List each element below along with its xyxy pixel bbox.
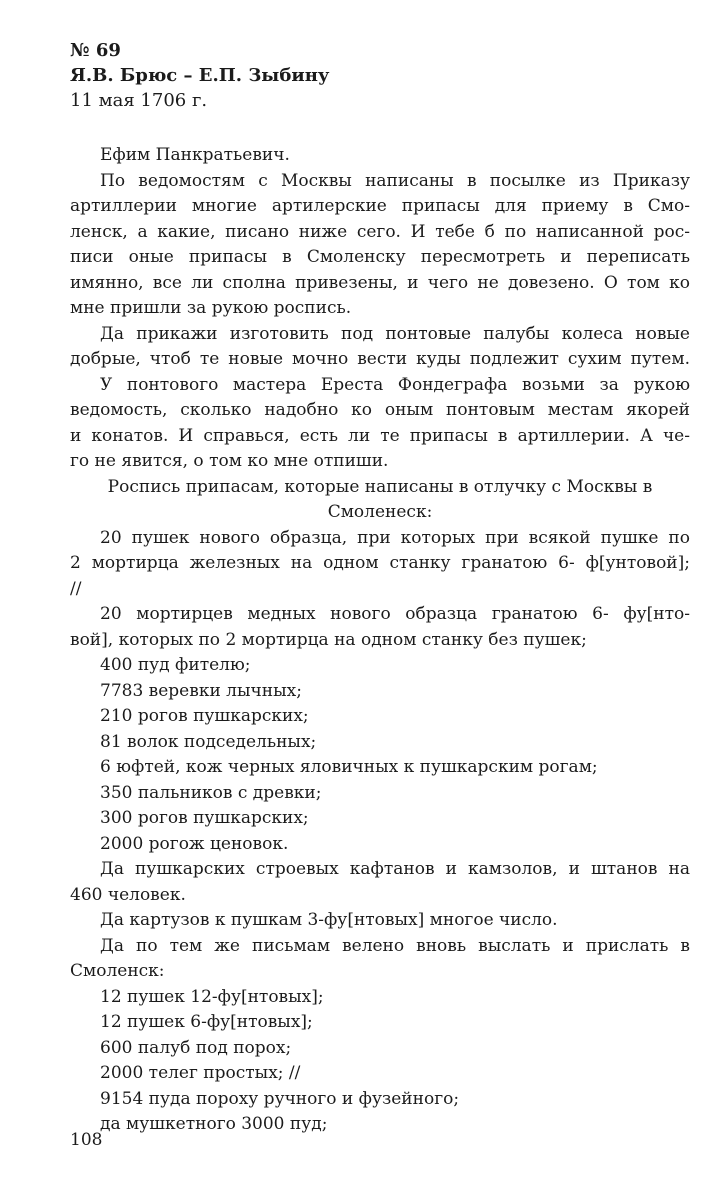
list-item: 6 юфтей, кож черных яловичных к пушкарским рогам; (100, 757, 598, 777)
page-number: 108 (70, 1130, 103, 1150)
list-item: 600 палуб под порох; (100, 1037, 292, 1058)
text-line: По ведомостям с Москвы написаны в посылке из Приказу (100, 170, 690, 191)
text-line: артиллерии многие артилерские припасы для приему в Смо- (70, 196, 690, 216)
document-body (70, 143, 690, 1138)
text-line: го не явится, о том ко мне отпиши. (70, 451, 389, 471)
text-line: 20 пушек нового образца, при которых при всякой пушке по (100, 527, 690, 548)
list-item: да мушкетного 3000 пуд; (100, 1114, 328, 1134)
text-line: и конатов. И справься, есть ли те припасы в артиллерии. А че- (70, 425, 690, 446)
text-line: ведомость, сколько надобно ко оным понтовым местам якорей (70, 400, 690, 420)
text-line: Смоленск: (70, 961, 165, 981)
list-item: 350 пальников с древки; (100, 782, 322, 803)
list-item: 81 волок подседельных; (100, 731, 317, 752)
list-heading: Смоленеск: (327, 502, 433, 522)
text-line: мне пришли за рукою роспись. (70, 298, 352, 318)
document-date: 11 мая 1706 г. (70, 90, 208, 111)
text-line: 460 человек. (70, 884, 186, 905)
document-number: № 69 (70, 40, 121, 61)
list-item: 2000 телег простых; // (100, 1063, 301, 1083)
text-line: Да по тем же письмам велено вновь выслать и прислать в (100, 935, 690, 956)
text-line: Да картузов к пушкам 3-фу[нтовых] многое число. (100, 910, 558, 930)
list-item: 12 пушек 12-фу[нтовых]; (100, 986, 324, 1007)
text-line: ленск, а какие, писано ниже сего. И тебе б по написанной рос- (70, 221, 690, 242)
text-line: имянно, все ли сполна привезены, и чего не довезено. О том ко (70, 272, 690, 293)
text-line: 2 мортирца железных на одном станку гранатою 6- ф[унтовой]; (70, 553, 690, 573)
text-line: добрые, чтоб те новые мочно вести куды подлежит сухим путем. (70, 349, 690, 369)
text-line: У понтового мастера Ереста Фондеграфа возьми за рукою (100, 374, 690, 395)
list-heading: Роспись припасам, которые написаны в отлучку с Москвы в (107, 476, 653, 497)
salutation: Ефим Панкратьевич. (100, 145, 290, 165)
list-item: 2000 рогож ценовок. (100, 833, 289, 854)
page-break-mark: // (70, 578, 82, 599)
text-line: 20 мортирцев медных нового образца гранатою 6- фу[нто- (100, 604, 690, 624)
list-item: 400 пуд фителю; (100, 655, 251, 675)
document-page (70, 38, 690, 1138)
list-item: 300 рогов пушкарских; (100, 808, 309, 828)
text-line: Да пушкарских строевых кафтанов и камзолов, и штанов на (100, 859, 690, 879)
document-title: Я.В. Брюс – Е.П. Зыбину (70, 65, 330, 86)
list-item: 9154 пуда пороху ручного и фузейного; (100, 1088, 460, 1109)
list-item: 210 рогов пушкарских; (100, 706, 309, 726)
list-item: 7783 веревки лычных; (100, 680, 302, 701)
text-line: писи оные припасы в Смоленску пересмотреть и переписать (70, 247, 690, 267)
text-line: Да прикажи изготовить под понтовые палубы колеса новые (100, 323, 690, 344)
list-item: 12 пушек 6-фу[нтовых]; (100, 1012, 313, 1032)
text-line: вой], которых по 2 мортирца на одном станку без пушек; (70, 629, 587, 650)
